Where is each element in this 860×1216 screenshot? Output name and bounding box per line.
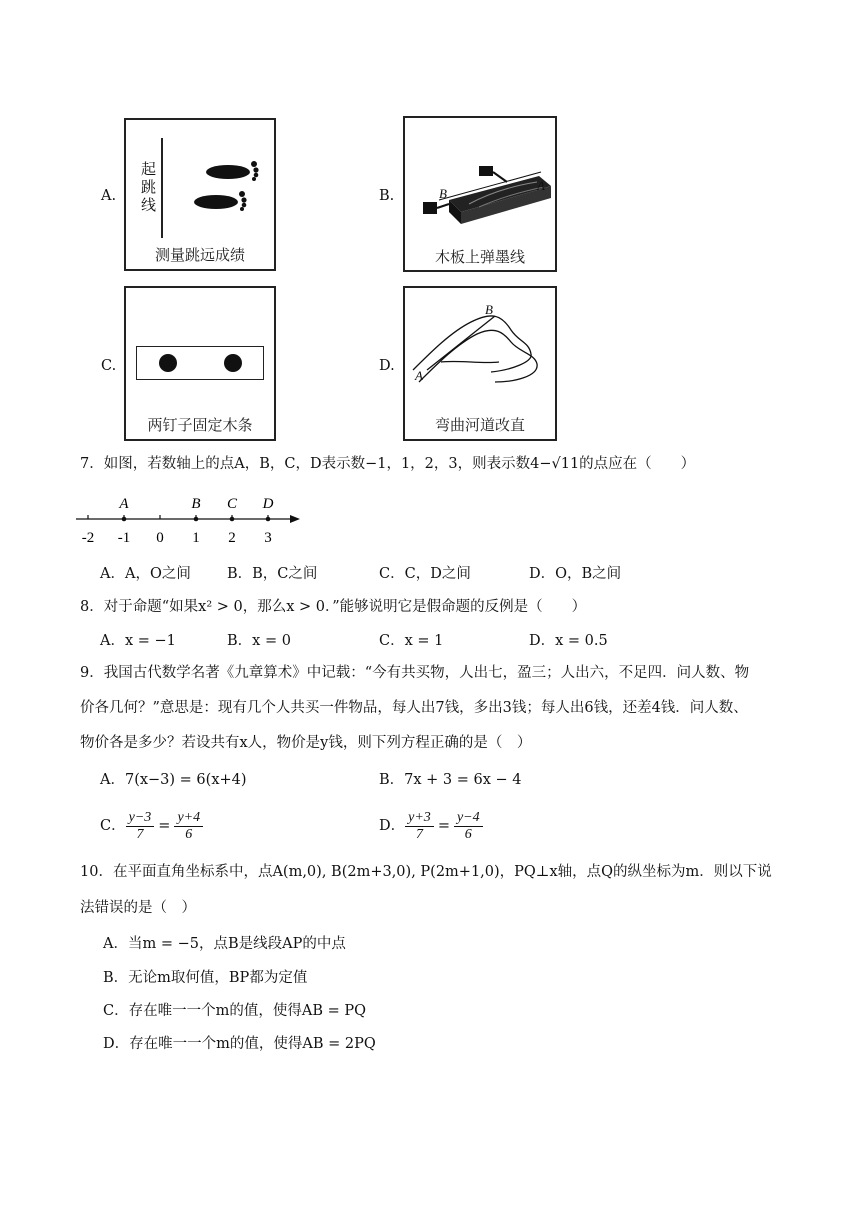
numerator: y−4	[454, 810, 483, 827]
q10-option-b: B．无论m取何值，BP都为定值	[103, 970, 308, 986]
q8-option-b: B．x = 0	[227, 633, 291, 649]
q8-stem: 8．对于命题“如果x² > 0，那么x > 0．”能够说明它是假命题的反例是（ ）	[80, 599, 587, 615]
tick-label: 3	[264, 530, 272, 546]
figure-b-caption: 木板上弹墨线	[434, 248, 525, 266]
point-a-label: A	[537, 178, 545, 193]
q9-option-c-prefix: C．	[100, 818, 126, 834]
number-line-point	[230, 517, 235, 522]
figure-d-letter: D.	[379, 358, 395, 374]
q10-option-a: A．当m = −5，点B是线段AP的中点	[103, 936, 346, 952]
fraction	[174, 810, 203, 843]
fraction	[454, 810, 483, 843]
q10-option-c: C．存在唯一一个m的值，使得AB = PQ	[103, 1003, 366, 1019]
figure-c-caption: 两钉子固定木条	[147, 416, 253, 434]
tick-label: 0	[156, 530, 164, 546]
q8-option-a: A．x = −1	[100, 633, 176, 649]
fraction	[126, 810, 155, 843]
q9-option-c	[100, 808, 203, 844]
number-line-point	[194, 517, 199, 522]
q9-option-b: B．7x + 3 = 6x − 4	[379, 772, 522, 788]
tick-label: 1	[192, 530, 200, 546]
river-icon	[411, 302, 551, 392]
fraction	[405, 810, 434, 843]
point-label: B	[191, 496, 201, 512]
q7-option-a: A．A，O之间	[100, 566, 191, 582]
point-b-label: B	[439, 186, 447, 201]
footprints-icon	[186, 158, 266, 220]
denominator: 7	[136, 826, 144, 842]
q10-option-d: D．存在唯一一个m的值，使得AB = 2PQ	[103, 1036, 376, 1052]
number-line	[72, 490, 304, 548]
q7-option-b: B．B，C之间	[227, 566, 318, 582]
figure-c-frame	[124, 286, 276, 441]
q7-option-d: D．O，B之间	[529, 566, 622, 582]
numerator: y+3	[405, 810, 434, 827]
nail-icon	[159, 354, 177, 372]
q8-option-d: D．x = 0.5	[529, 633, 608, 649]
denominator: 6	[464, 826, 472, 842]
tick-label: 2	[228, 530, 236, 546]
point-label: D	[262, 496, 274, 512]
take-off-line-label: 起跳线	[141, 160, 157, 214]
figure-c-letter: C.	[101, 358, 117, 374]
numerator: y+4	[174, 810, 203, 827]
denominator: 6	[185, 826, 193, 842]
q8-option-c: C．x = 1	[379, 633, 444, 649]
q10-line-1: 10．在平面直角坐标系中，点A(m,0), B(2m+3,0), P(2m+1,0)，PQ⊥x轴，点Q的纵坐标为m．则以下说	[80, 864, 772, 880]
figure-b-frame	[403, 116, 557, 272]
tick-label: -1	[117, 530, 131, 546]
q9-line-1: 9．我国古代数学名著《九章算术》中记载：“今有共买物，人出七，盈三；人出六，不足四．问人数、物	[80, 665, 750, 681]
tick-label: -2	[81, 530, 95, 546]
figure-a-caption: 测量跳远成绩	[154, 246, 245, 264]
q9-option-a: A．7(x−3) = 6(x+4)	[100, 772, 247, 788]
denominator: 7	[415, 826, 423, 842]
wood-strip	[136, 346, 264, 380]
q7-stem: 7．如图，若数轴上的点A，B，C，D表示数−1，1，2，3，则表示数4−√11的点应在（ ）	[80, 456, 696, 472]
figure-d-frame	[403, 286, 557, 441]
point-label: A	[119, 496, 129, 512]
plank-ink-line-icon	[409, 158, 555, 236]
q10-line-2: 法错误的是（ ）	[80, 900, 196, 916]
figure-a-letter: A.	[101, 188, 117, 204]
equals-sign: =	[158, 818, 171, 834]
q7-option-c: C．C，D之间	[379, 566, 471, 582]
figure-a-frame	[124, 118, 276, 271]
figure-b-letter: B.	[379, 188, 395, 204]
point-b-label: B	[485, 302, 493, 317]
q9-option-d	[379, 808, 483, 844]
equals-sign: =	[437, 818, 450, 834]
number-line-point	[122, 517, 127, 522]
point-label: C	[226, 496, 238, 512]
figure-d-caption: 弯曲河道改直	[434, 416, 525, 434]
numerator: y−3	[126, 810, 155, 827]
q9-line-3: 物价各是多少？若设共有x人，物价是y钱，则下列方程正确的是（ ）	[80, 735, 532, 751]
q9-option-d-prefix: D．	[379, 818, 406, 834]
nail-icon	[224, 354, 242, 372]
point-a-label: A	[415, 368, 423, 383]
q9-line-2: 价各几何？”意思是：现有几个人共买一件物品，每人出7钱，多出3钱；每人出6钱，还差4钱．问人数、	[80, 700, 748, 716]
take-off-line	[161, 138, 163, 238]
number-line-point	[266, 517, 271, 522]
